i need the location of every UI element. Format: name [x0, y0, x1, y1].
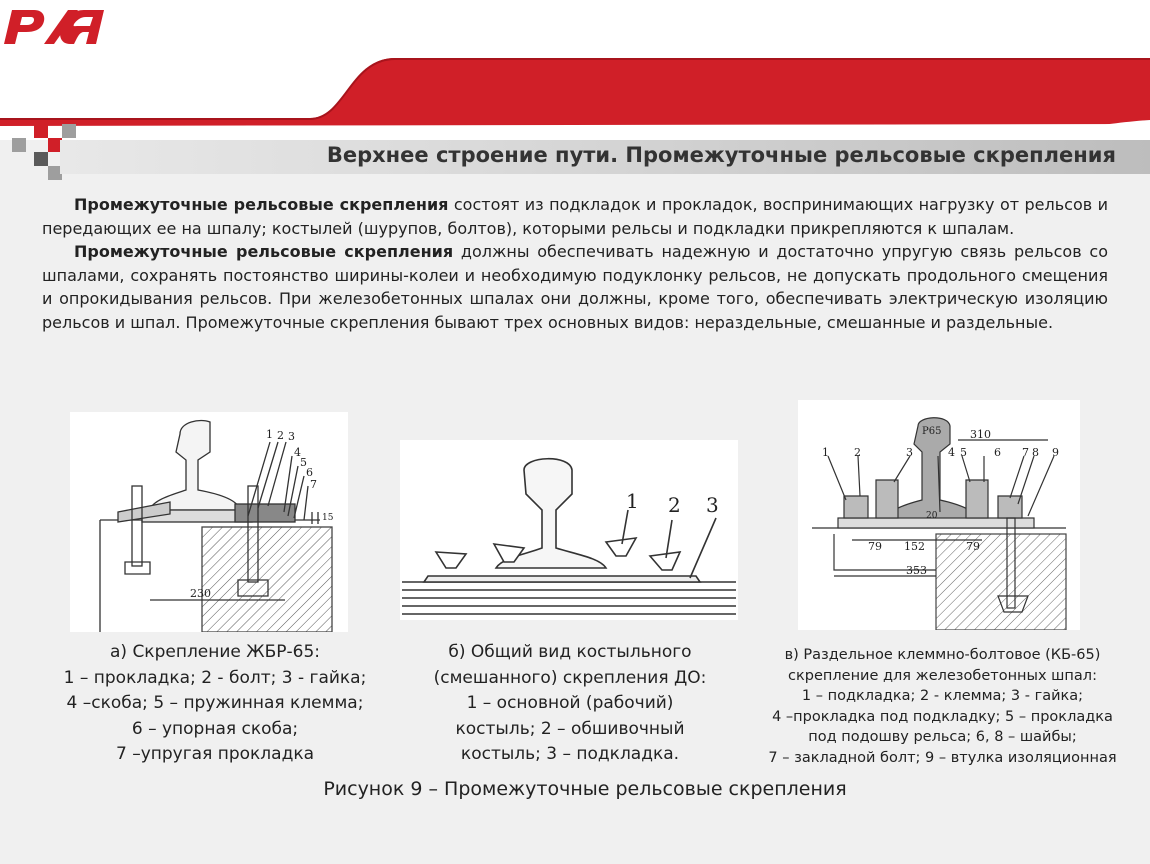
fig-a-label-6: 6 — [306, 466, 313, 479]
fig-c-label-9: 9 — [1052, 446, 1059, 459]
fig-c-label-4: 4 — [948, 446, 955, 459]
body-text — [42, 193, 1108, 334]
caption-c-line-5: под подошву рельса; 6, 8 – шайбы; — [808, 729, 1077, 745]
caption-b-line-1: б) Общий вид костыльного — [448, 642, 692, 662]
figure-b-do — [400, 440, 738, 620]
fig-a-label-5: 5 — [300, 456, 307, 469]
fig-c-label-6: 6 — [994, 446, 1001, 459]
title-bar — [0, 140, 1150, 174]
fig-c-dim-353: 353 — [906, 564, 927, 577]
caption-b-line-5: костыль; 3 – подкладка. — [460, 744, 680, 764]
paragraph-2-text: должны обеспечивать надежную и достаточно упругую связь рельсов со шпалами, сохранять постоянство ширины-колеи и необходимую подуклонку рельсов, не допускать продольного смещения и опрокидывания рельсов. При железобетонных шпалах они должны, кроме того, обеспечивать электрическую изоляцию рельсов и шпал. Промежуточные скрепления бывают трех основных видов: нераздельные, смешанные и раздельные. — [42, 242, 1108, 332]
paragraph-1-bold: Промежуточные рельсовые скрепления — [74, 195, 449, 214]
fig-b-label-3: 3 — [706, 493, 719, 517]
fig-c-dim-20: 20 — [926, 511, 938, 521]
caption-b-line-4: костыль; 2 – обшивочный — [455, 718, 685, 739]
caption-a-line-2: 1 – прокладка; 2 - болт; 3 - гайка; — [63, 667, 367, 688]
fig-a-label-4: 4 — [294, 446, 301, 459]
figure-caption: Рисунок 9 – Промежуточные рельсовые скрепления — [323, 778, 847, 800]
header-red-band — [0, 0, 1150, 140]
fig-b-label-2: 2 — [668, 493, 681, 517]
fig-c-label-2: 2 — [854, 446, 861, 459]
fig-a-label-2: 2 — [277, 429, 284, 442]
fig-c-label-8: 8 — [1032, 446, 1039, 459]
figure-b-drawing — [400, 440, 738, 620]
caption-c-line-6: 7 – закладной болт; 9 – втулка изоляционная — [768, 749, 1117, 766]
caption-a-line-5: 7 –упругая прокладка — [115, 744, 315, 764]
fig-c-label-7: 7 — [1022, 446, 1029, 459]
caption-c-line-1: в) Раздельное клеммно-болтовое (КБ-65) — [784, 647, 1101, 663]
page-title: Верхнее строение пути. Промежуточные рельсовые скрепления — [326, 143, 1116, 167]
caption-a-line-4: 6 – упорная скоба; — [131, 718, 299, 739]
caption-b — [395, 640, 745, 768]
caption-b-line-3: 1 – основной (рабочий) — [466, 693, 674, 713]
fig-c-label-1: 1 — [822, 446, 829, 459]
fig-a-label-7: 7 — [310, 478, 317, 491]
figure-a-zhbr65 — [70, 412, 348, 632]
caption-c — [745, 645, 1140, 768]
header — [0, 0, 1150, 140]
paragraph-2-bold: Промежуточные рельсовые скрепления — [74, 242, 454, 261]
rzd-logo — [0, 0, 116, 48]
figure-c-drawing — [798, 400, 1080, 630]
figure-c-kb65 — [798, 400, 1080, 630]
paragraph-1 — [42, 193, 1108, 240]
fig-c-label-3: 3 — [906, 446, 913, 459]
caption-b-line-2: (смешанного) скрепления ДО: — [433, 667, 707, 688]
paragraph-2 — [42, 240, 1108, 334]
fig-c-dim-152: 152 — [904, 540, 925, 553]
fig-b-label-1: 1 — [626, 489, 639, 513]
fig-a-dimension: 230 — [190, 587, 211, 600]
fig-c-label-5: 5 — [960, 446, 967, 459]
caption-a — [30, 640, 400, 768]
fig-c-dim-79a: 79 — [868, 540, 882, 553]
fig-a-label-1: 1 — [266, 428, 273, 441]
paragraph-1-text: состоят из подкладок и прокладок, воспринимающих нагрузку от рельсов и передающих ее на шпалу; костылей (шурупов, болтов), которыми рельсы и подкладки прикрепляются к шпалам. — [42, 195, 1108, 238]
fig-a-label-3: 3 — [288, 430, 295, 443]
figure-a-drawing — [70, 412, 348, 632]
fig-c-rail-label: Р65 — [922, 426, 942, 437]
fig-a-dim-small: 15 — [322, 513, 334, 523]
caption-a-line-1: а) Скрепление ЖБР-65: — [109, 642, 321, 662]
fig-c-dim-310: 310 — [970, 428, 991, 441]
caption-c-line-2: скрепление для железобетонных шпал: — [788, 667, 1097, 684]
caption-c-line-3: 1 – подкладка; 2 - клемма; 3 - гайка; — [801, 688, 1084, 704]
caption-a-line-3: 4 –скоба; 5 – пружинная клемма; — [66, 693, 364, 713]
caption-c-line-4: 4 –прокладка под подкладку; 5 – прокладка — [772, 708, 1113, 725]
fig-c-dim-79b: 79 — [966, 540, 980, 553]
